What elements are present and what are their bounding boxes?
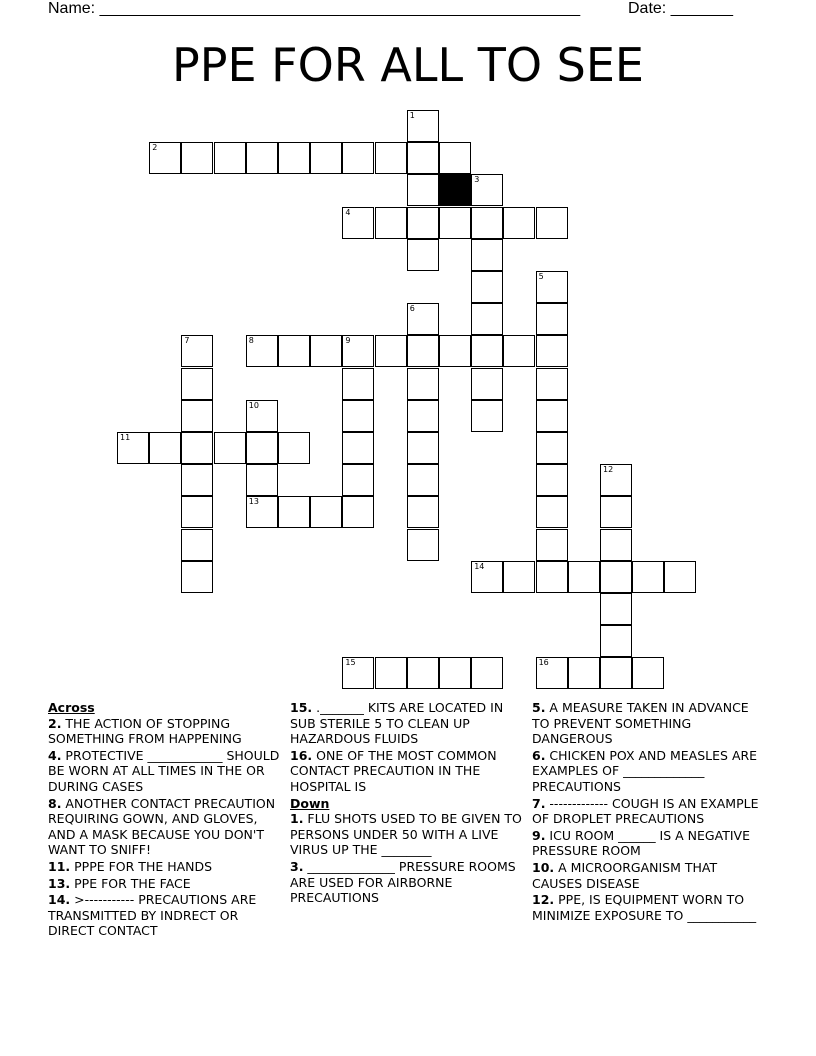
grid-cell[interactable] [600, 496, 632, 528]
grid-cell[interactable] [407, 110, 439, 142]
clue-down-5: 5. A MEASURE TAKEN IN ADVANCE TO PREVENT SOMETHING DANGEROUS [532, 700, 749, 747]
clue-across-16: 16. ONE OF THE MOST COMMON CONTACT PRECAUTION IN THE HOSPITAL IS [290, 747, 497, 794]
grid-cell[interactable] [278, 432, 310, 464]
grid-cell[interactable] [407, 239, 439, 271]
grid-cell[interactable] [310, 142, 342, 174]
grid-cell[interactable] [407, 207, 439, 239]
clue-number-label: 6 [409, 304, 415, 314]
grid-cell[interactable] [439, 207, 471, 239]
grid-cell[interactable] [536, 303, 568, 335]
clue-across-13: 13. PPE FOR THE FACE [48, 875, 191, 891]
clue-number-label: 7 [184, 336, 190, 346]
grid-cell[interactable] [536, 400, 568, 432]
grid-cell[interactable] [342, 335, 374, 367]
grid-cell[interactable] [246, 335, 278, 367]
grid-cell[interactable] [536, 271, 568, 303]
grid-cell[interactable] [568, 657, 600, 689]
grid-cell[interactable] [600, 561, 632, 593]
clue-down-7: 7. ------------- COUGH IS AN EXAMPLE OF DROPLET PRECAUTIONS [532, 795, 759, 827]
clue-number-label: 10 [248, 400, 259, 410]
grid-cell[interactable] [536, 368, 568, 400]
grid-cell[interactable] [214, 432, 246, 464]
grid-cell[interactable] [632, 657, 664, 689]
grid-cell[interactable] [407, 464, 439, 496]
grid-cell[interactable] [342, 432, 374, 464]
grid-cell[interactable] [439, 142, 471, 174]
clue-across-11: 11. PPPE FOR THE HANDS [48, 858, 213, 874]
grid-cell[interactable] [181, 400, 213, 432]
grid-cell[interactable] [407, 496, 439, 528]
clue-number-label: 16 [538, 658, 549, 668]
grid-cell[interactable] [342, 496, 374, 528]
clue-number-label: 9 [345, 336, 351, 346]
grid-cell[interactable] [600, 593, 632, 625]
clue-number-label: 5 [538, 272, 544, 281]
clues-column-1 [48, 700, 280, 940]
clue-down-1: 1. FLU SHOTS USED TO BE GIVEN TO PERSONS UNDER 50 WITH A LIVE VIRUS UP THE ________ [290, 811, 522, 858]
clues-column-3 [532, 700, 764, 924]
grid-cell[interactable] [600, 657, 632, 689]
grid-cell[interactable] [407, 303, 439, 335]
grid-cell[interactable] [342, 207, 374, 239]
grid-cell[interactable] [471, 368, 503, 400]
grid-cell[interactable] [471, 561, 503, 593]
grid-cell[interactable] [536, 432, 568, 464]
grid-cell[interactable] [439, 657, 471, 689]
grid-cell[interactable] [407, 529, 439, 561]
grid-cell[interactable] [471, 174, 503, 206]
grid-cell[interactable] [149, 142, 181, 174]
grid-cell[interactable] [181, 142, 213, 174]
clue-number-label: 1 [409, 111, 415, 120]
grid-cell[interactable] [310, 496, 342, 528]
clue-number-label: 13 [248, 497, 259, 507]
clue-number-label: 4 [345, 207, 351, 217]
grid-cell[interactable] [181, 464, 213, 496]
grid-cell[interactable] [536, 207, 568, 239]
grid-cell[interactable] [536, 464, 568, 496]
grid-cell[interactable] [246, 142, 278, 174]
grid-cell[interactable] [632, 561, 664, 593]
grid-cell[interactable] [568, 561, 600, 593]
grid-cell[interactable] [181, 335, 213, 367]
grid-cell[interactable] [536, 335, 568, 367]
grid-cell[interactable] [181, 496, 213, 528]
grid-cell[interactable] [278, 142, 310, 174]
grid-cell[interactable] [246, 464, 278, 496]
grid-cell[interactable] [503, 561, 535, 593]
grid-cell[interactable] [214, 142, 246, 174]
grid-cell[interactable] [342, 400, 374, 432]
grid-cell[interactable] [407, 335, 439, 367]
grid-cell[interactable] [246, 432, 278, 464]
grid-cell[interactable] [375, 142, 407, 174]
grid-cell[interactable] [278, 496, 310, 528]
grid-cell[interactable] [471, 335, 503, 367]
grid-cell[interactable] [246, 400, 278, 432]
clue-number-label: 2 [152, 143, 158, 153]
grid-cell[interactable] [439, 335, 471, 367]
grid-cell[interactable] [310, 335, 342, 367]
grid-cell[interactable] [342, 657, 374, 689]
grid-cell[interactable] [471, 207, 503, 239]
clue-number-label: 11 [120, 433, 131, 442]
grid-cell[interactable] [246, 496, 278, 528]
grid-cell[interactable] [407, 657, 439, 689]
clue-number-label: 12 [603, 465, 614, 475]
grid-cell[interactable] [342, 368, 374, 400]
grid-black-cell [439, 174, 471, 206]
grid-cell[interactable] [407, 368, 439, 400]
grid-cell[interactable] [375, 335, 407, 367]
grid-cell[interactable] [342, 142, 374, 174]
down-heading: Down [290, 795, 330, 811]
grid-cell[interactable] [600, 464, 632, 496]
grid-cell[interactable] [117, 432, 149, 464]
grid-cell[interactable] [181, 561, 213, 593]
grid-cell[interactable] [181, 368, 213, 400]
grid-cell[interactable] [407, 174, 439, 206]
date-field-label: Date: _______ [628, 0, 733, 17]
clue-number-label: 8 [248, 336, 254, 346]
grid-cell[interactable] [407, 432, 439, 464]
grid-cell[interactable] [600, 625, 632, 657]
puzzle-title: PPE FOR ALL TO SEE [171, 38, 645, 92]
grid-cell[interactable] [181, 529, 213, 561]
clue-down-9: 9. ICU ROOM ______ IS A NEGATIVE PRESSURE ROOM [532, 827, 750, 859]
grid-cell[interactable] [342, 464, 374, 496]
grid-cell[interactable] [503, 335, 535, 367]
grid-cell[interactable] [471, 303, 503, 335]
grid-cell[interactable] [664, 561, 696, 593]
grid-cell[interactable] [375, 657, 407, 689]
grid-cell[interactable] [407, 142, 439, 174]
grid-cell[interactable] [536, 496, 568, 528]
grid-cell[interactable] [149, 432, 181, 464]
grid-cell[interactable] [471, 400, 503, 432]
across-heading: Across [48, 700, 95, 715]
clues-column-2 [290, 700, 522, 907]
clue-across-15: 15. ._______ KITS ARE LOCATED IN SUB STERILE 5 TO CLEAN UP HAZARDOUS FLUIDS [290, 700, 504, 747]
grid-cell[interactable] [181, 432, 213, 464]
grid-cell[interactable] [407, 400, 439, 432]
clue-down-6: 6. CHICKEN POX AND MEASLES ARE EXAMPLES OF _____________ PRECAUTIONS [532, 747, 758, 794]
grid-cell[interactable] [536, 529, 568, 561]
clue-number-label: 3 [474, 175, 480, 185]
clue-number-label: 14 [474, 561, 485, 571]
grid-cell[interactable] [278, 335, 310, 367]
clue-across-4: 4. PROTECTIVE ____________ SHOULD BE WORN AT ALL TIMES IN THE OR DURING CASES [48, 747, 280, 794]
grid-cell[interactable] [375, 207, 407, 239]
name-field-label: Name: ______________________________________________________ [48, 0, 581, 17]
clue-down-3: 3. ______________ PRESSURE ROOMS ARE USED FOR AIRBORNE PRECAUTIONS [290, 858, 516, 906]
clue-number-label: 15 [345, 658, 356, 668]
clue-down-10: 10. A MICROORGANISM THAT CAUSES DISEASE [532, 859, 718, 891]
grid-cell[interactable] [471, 657, 503, 689]
grid-cell[interactable] [471, 239, 503, 271]
clue-down-12: 12. PPE, IS EQUIPMENT WORN TO MINIMIZE EXPOSURE TO ___________ [532, 892, 757, 923]
clue-across-8: 8. ANOTHER CONTACT PRECAUTION REQUIRING GOWN, AND GLOVES, AND A MASK BECAUSE YOU DON'T WANT TO SNIFF! [48, 795, 276, 858]
clue-across-2: 2. THE ACTION OF STOPPING SOMETHING FROM HAPPENING [48, 715, 242, 747]
grid-cell[interactable] [536, 561, 568, 593]
grid-cell[interactable] [503, 207, 535, 239]
clue-across-14: 14. >----------- PRECAUTIONS ARE TRANSMITTED BY INDRECT OR DIRECT CONTACT [48, 892, 257, 939]
grid-cell[interactable] [600, 529, 632, 561]
grid-cell[interactable] [536, 657, 568, 689]
grid-cell[interactable] [471, 271, 503, 303]
